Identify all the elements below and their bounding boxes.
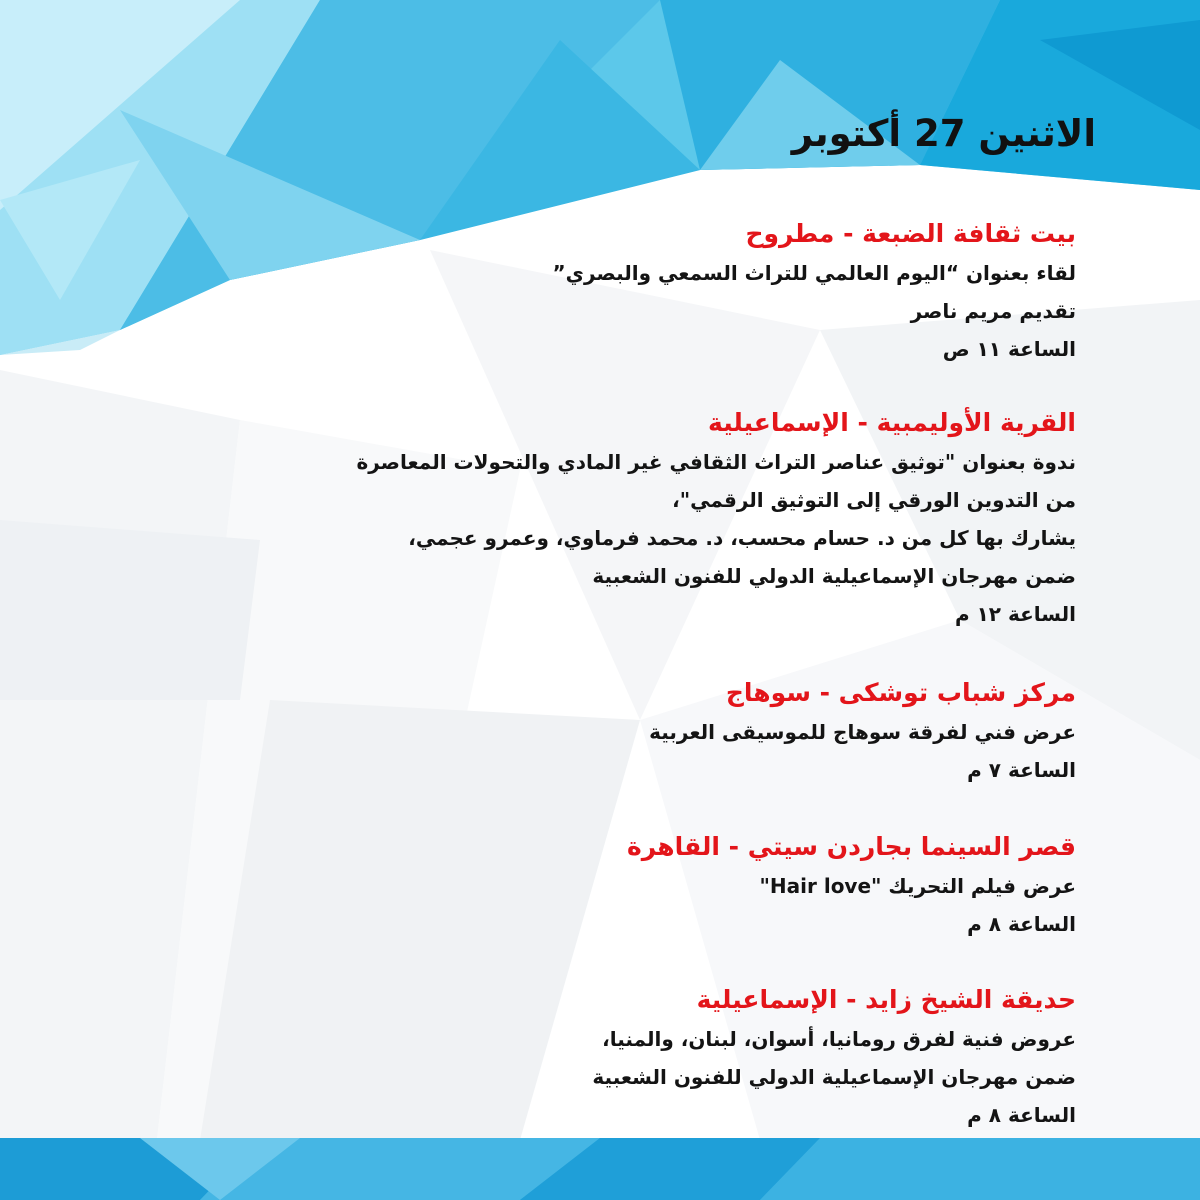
event-venue: حديقة الشيخ زايد - الإسماعيلية bbox=[696, 985, 1076, 1014]
event-time: الساعة ٧ م bbox=[967, 758, 1076, 782]
event-line: ضمن مهرجان الإسماعيلية الدولي للفنون الشعبية bbox=[592, 564, 1076, 588]
event-line: لقاء بعنوان “اليوم العالمي للتراث السمعي والبصري” bbox=[552, 261, 1076, 285]
event-item bbox=[316, 827, 1076, 943]
event-time: الساعة ١٢ م bbox=[954, 602, 1076, 626]
event-item bbox=[316, 673, 1076, 789]
event-line: يشارك بها كل من د. حسام محسب، د. محمد فرماوي، وعمرو عجمي، bbox=[408, 526, 1076, 550]
event-venue: القرية الأوليمبية - الإسماعيلية bbox=[708, 408, 1076, 437]
event-line: من التدوين الورقي إلى التوثيق الرقمي"، bbox=[672, 488, 1076, 512]
event-venue: مركز شباب توشكى - سوهاج bbox=[725, 678, 1076, 707]
event-venue: بيت ثقافة الضبعة - مطروح bbox=[745, 219, 1076, 248]
event-item bbox=[316, 403, 1076, 633]
event-line: تقديم مريم ناصر bbox=[910, 299, 1076, 323]
event-time: الساعة ٨ م bbox=[967, 1103, 1076, 1127]
event-line: عرض فيلم التحريك "Hair love" bbox=[759, 874, 1076, 898]
event-line: ضمن مهرجان الإسماعيلية الدولي للفنون الشعبية bbox=[592, 1065, 1076, 1089]
event-item bbox=[316, 980, 1076, 1134]
event-venue: قصر السينما بجاردن سيتي - القاهرة bbox=[626, 832, 1076, 861]
event-time: الساعة ٨ م bbox=[967, 912, 1076, 936]
event-item bbox=[316, 214, 1076, 368]
event-line: عرض فني لفرقة سوهاج للموسيقى العربية bbox=[649, 720, 1076, 744]
page-title: الاثنين 27 أكتوبر bbox=[791, 112, 1096, 155]
event-line: ندوة بعنوان "توثيق عناصر التراث الثقافي غير المادي والتحولات المعاصرة bbox=[356, 450, 1076, 474]
event-time: الساعة ١١ ص bbox=[942, 337, 1076, 361]
event-line: عروض فنية لفرق رومانيا، أسوان، لبنان، والمنيا، bbox=[602, 1027, 1076, 1051]
